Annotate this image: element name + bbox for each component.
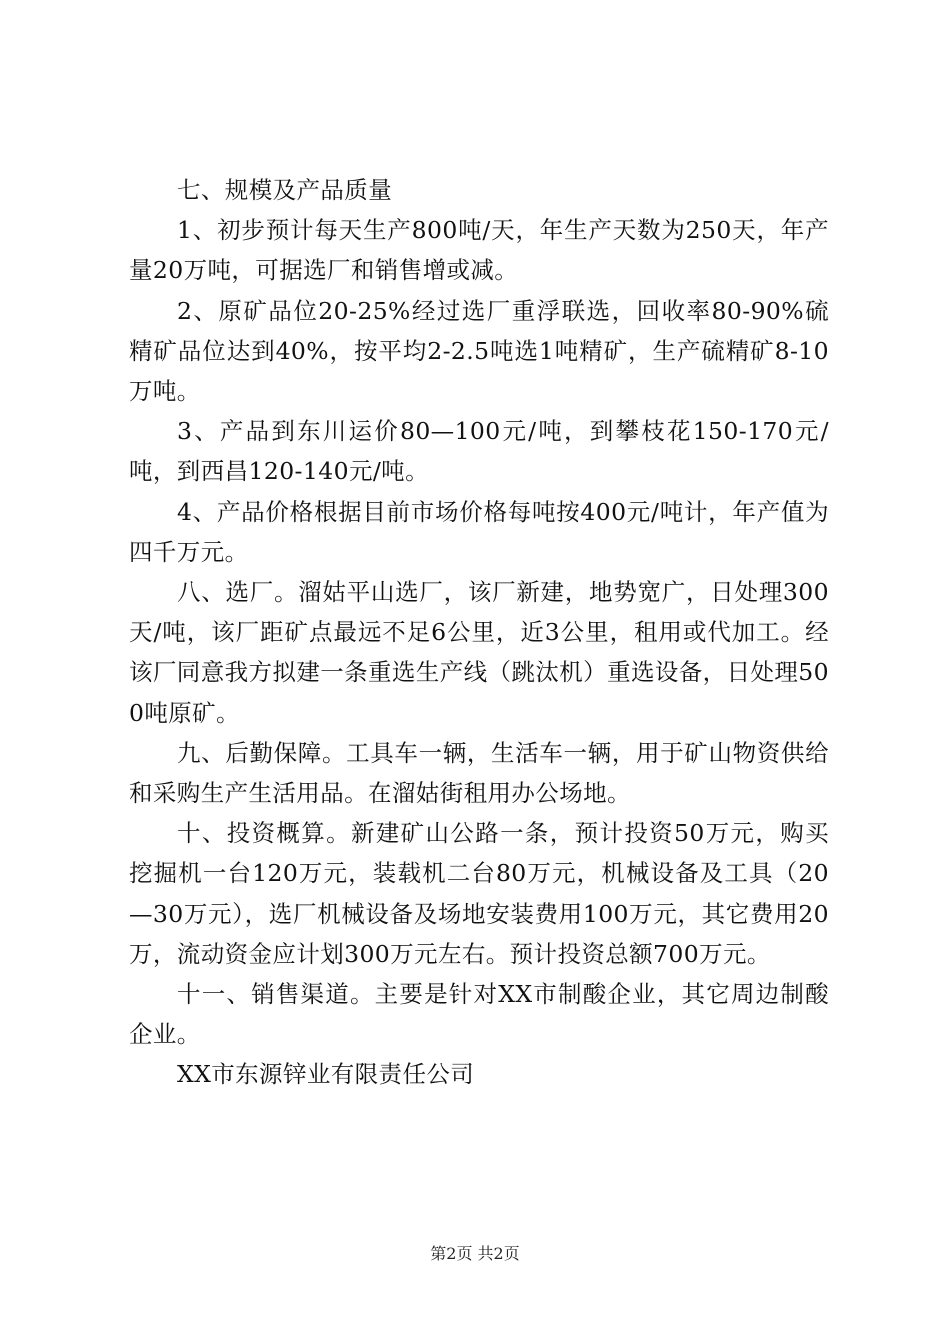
paragraph-ore-grade: 2、原矿品位20-25%经过选厂重浮联选，回收率80-90%硫精矿品位达到40%，按平均2-2.5吨选1吨精矿，生产硫精矿8-10万吨。 xyxy=(129,296,829,406)
paragraph-sales-channel: 十一、销售渠道。主要是针对XX市制酸企业，其它周边制酸企业。 xyxy=(129,980,829,1049)
paragraph-investment-estimate: 十、投资概算。新建矿山公路一条，预计投资50万元，购买挖掘机一台120万元，装载机二台80万元，机械设备及工具（20—30万元），选厂机械设备及场地安装费用100万元，其它费用20万，流动资金应计划300万元左右。预计投资总额700万元。 xyxy=(129,819,829,968)
paragraph-product-price: 4、产品价格根据目前市场价格每吨按400元/吨计，年产值为四千万元。 xyxy=(129,497,829,566)
paragraph-logistics: 九、后勤保障。工具车一辆，生活车一辆，用于矿山物资供给和采购生产生活用品。在溜姑街租用办公场地。 xyxy=(129,738,829,808)
section-heading-scale-quality: 七、规模及产品质量 xyxy=(177,176,393,204)
company-signature: XX市东源锌业有限责任公司 xyxy=(177,1060,475,1089)
document-body xyxy=(129,170,829,1095)
paragraph-daily-production: 1、初步预计每天生产800吨/天，年生产天数为250天，年产量20万吨，可据选厂和销售增或减。 xyxy=(129,216,829,285)
page-number-footer: 第2页 共2页 xyxy=(430,1244,520,1263)
paragraph-plant-selection: 八、选厂。溜姑平山选厂，该厂新建，地势宽广，日处理300天/吨，该厂距矿点最远不足6公里，近3公里，租用或代加工。经该厂同意我方拟建一条重选生产线（跳汰机）重选设备，日处理500吨原矿。 xyxy=(129,578,829,727)
paragraph-transport-price: 3、产品到东川运价80—100元/吨，到攀枝花150-170元/吨，到西昌120-140元/吨。 xyxy=(129,417,829,486)
